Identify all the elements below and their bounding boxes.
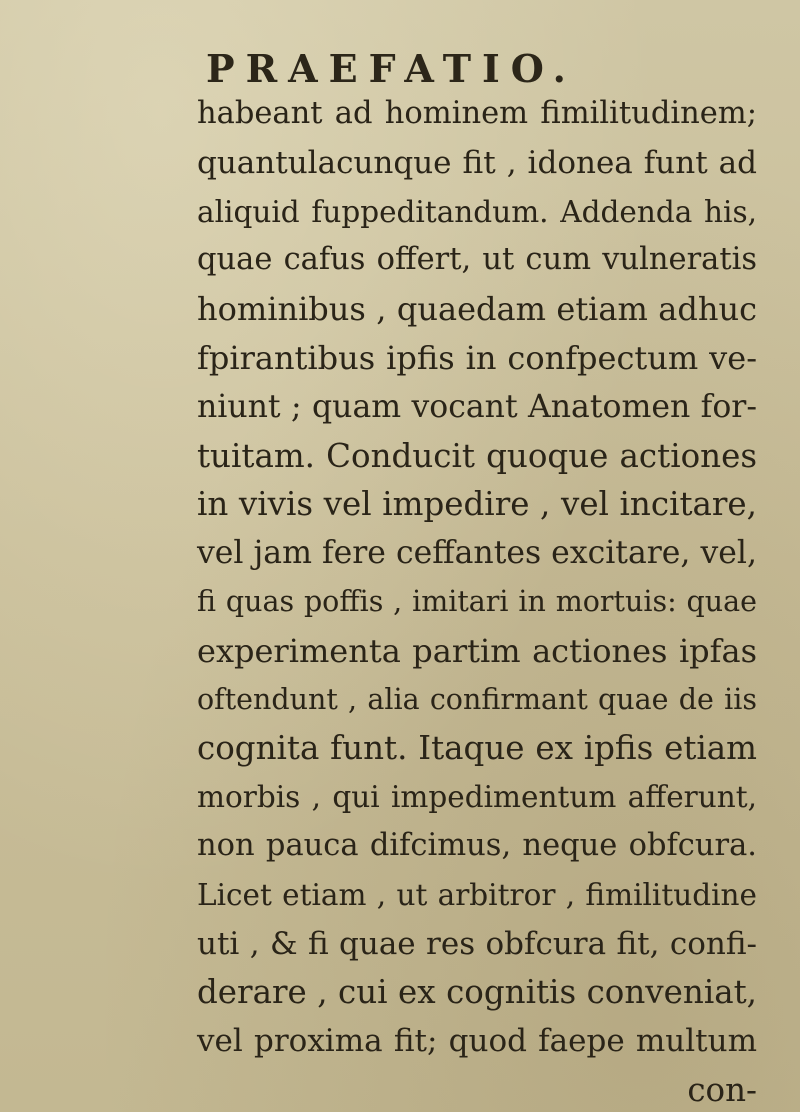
body-text (197, 90, 757, 1112)
text-line: hominibus , quaedam etiam adhuc (197, 290, 757, 329)
text-line: niunt ; quam vocant Anatomen for- (197, 388, 757, 425)
text-line: non pauca difcimus, neque obfcura. (197, 827, 757, 863)
text-line: quantulacunque fit , idonea funt ad (197, 144, 757, 181)
text-line: tuitam. Conducit quoque actiones (197, 436, 757, 475)
text-line: derare , cui ex cognitis conveniat, (197, 973, 757, 1012)
text-line: quae cafus offert, ut cum vulneratis (197, 242, 757, 278)
text-line: morbis , qui impedimentum afferunt, (197, 780, 757, 815)
text-line: vel jam fere ceffantes excitare, vel, (197, 535, 757, 572)
text-line: fi quas poffis , imitari in mortuis: quae (197, 584, 757, 618)
text-line: oftendunt , alia confirmant quae de iis (197, 682, 757, 716)
text-line: experimenta partim actiones ipfas (197, 631, 757, 670)
text-line: Licet etiam , ut arbitror , fimilitudine (197, 877, 757, 912)
text-line: cognita funt. Itaque ex ipfis etiam (197, 729, 757, 768)
text-line: habeant ad hominem fimilitudinem; (197, 96, 757, 131)
text-line: in vivis vel impedire , vel incitare, (197, 485, 757, 524)
running-title: PRAEFATIO. (206, 46, 577, 91)
catchword: con- (687, 1070, 757, 1109)
text-line: fpirantibus ipfis in confpectum ve- (197, 338, 757, 377)
text-line: vel proxima fit; quod faepe multum (197, 1023, 757, 1060)
text-line: aliquid fuppeditandum. Addenda his, (197, 194, 757, 229)
text-line: uti , & fi quae res obfcura fit, confi- (197, 925, 757, 962)
